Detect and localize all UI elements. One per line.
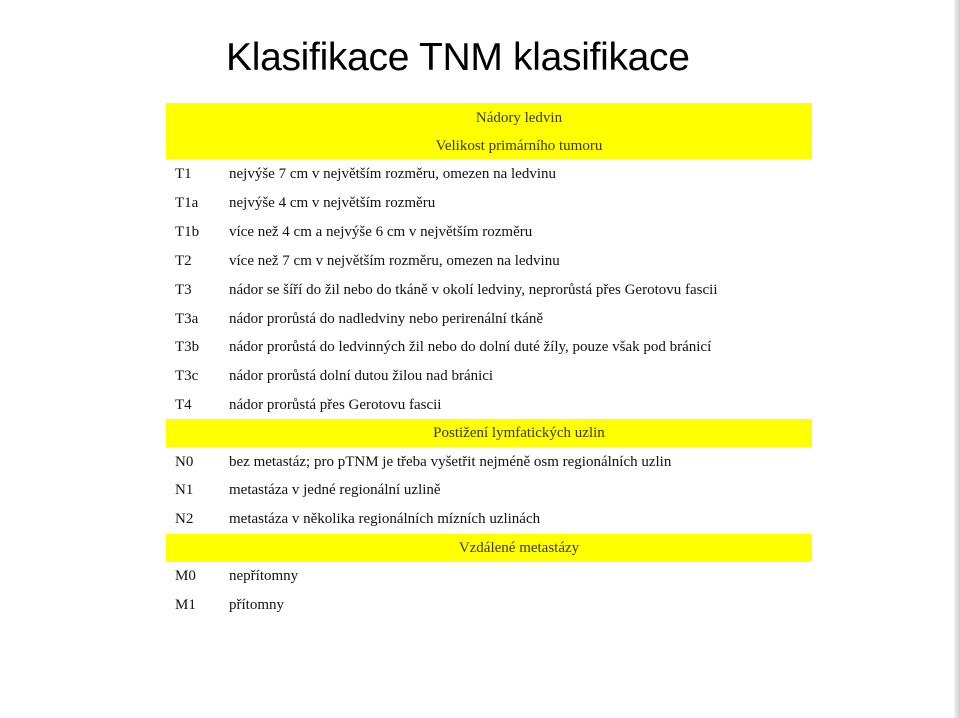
row-code: T3c bbox=[175, 368, 199, 384]
heading-primary-tumor-size: Velikost primárního tumoru bbox=[435, 138, 603, 154]
table-row-t1a bbox=[0, 196, 960, 225]
table-row-t1b bbox=[0, 225, 960, 254]
row-code: T4 bbox=[175, 397, 192, 413]
row-code: T3 bbox=[175, 282, 192, 298]
heading-lymph-nodes: Postižení lymfatických uzlin bbox=[433, 425, 605, 441]
table-row-t3a bbox=[0, 312, 960, 341]
row-description: nejvýše 4 cm v největším rozměru bbox=[229, 195, 436, 211]
row-code: T1 bbox=[175, 166, 192, 182]
row-code: T1a bbox=[175, 195, 199, 211]
table-row-m0 bbox=[0, 569, 960, 598]
row-description: více než 4 cm a nejvýše 6 cm v největším rozměru bbox=[229, 224, 533, 240]
row-code: N1 bbox=[175, 482, 194, 498]
row-code: T3b bbox=[175, 339, 200, 355]
row-code: N2 bbox=[175, 511, 194, 527]
row-code: T3a bbox=[175, 311, 199, 327]
row-code: M0 bbox=[175, 568, 196, 584]
row-description: nádor prorůstá do ledvinných žil nebo do dolní duté žíly, pouze však pod bránicí bbox=[229, 339, 712, 355]
table-row-n2 bbox=[0, 512, 960, 541]
table-row-m1 bbox=[0, 598, 960, 627]
row-description: nejvýše 7 cm v největším rozměru, omezen na ledvinu bbox=[229, 166, 556, 182]
slide-title: Klasifikace TNM klasifikace bbox=[226, 36, 690, 79]
table-row-t4 bbox=[0, 398, 960, 427]
table-row-t2 bbox=[0, 254, 960, 283]
row-code: N0 bbox=[175, 454, 194, 470]
row-description: nádor prorůstá přes Gerotovu fascii bbox=[229, 397, 442, 413]
row-description: přítomny bbox=[229, 597, 284, 613]
slide-edge-shadow bbox=[954, 0, 960, 718]
row-description: metastáza v několika regionálních mízních uzlinách bbox=[229, 511, 541, 527]
row-description: bez metastáz; pro pTNM je třeba vyšetřit nejméně osm regionálních uzlin bbox=[229, 454, 672, 470]
table-row-n0 bbox=[0, 455, 960, 484]
heading-kidney-tumors: Nádory ledvin bbox=[475, 110, 563, 126]
row-code: T1b bbox=[175, 224, 200, 240]
row-description: nepřítomny bbox=[229, 568, 299, 584]
row-description: nádor se šíří do žil nebo do tkáně v okolí ledviny, neprorůstá přes Gerotovu fascii bbox=[229, 282, 718, 298]
table-row-t3 bbox=[0, 283, 960, 312]
heading-distant-metastases: Vzdálené metastázy bbox=[458, 540, 580, 556]
table-row-n1 bbox=[0, 483, 960, 512]
row-description: nádor prorůstá do nadledviny nebo perirenální tkáně bbox=[229, 311, 544, 327]
table-row-t3b bbox=[0, 340, 960, 369]
row-description: více než 7 cm v největším rozměru, omezen na ledvinu bbox=[229, 253, 560, 269]
row-code: M1 bbox=[175, 597, 196, 613]
row-code: T2 bbox=[175, 253, 192, 269]
row-description: metastáza v jedné regionální uzlině bbox=[229, 482, 441, 498]
table-row-t3c bbox=[0, 369, 960, 398]
table-row-t1 bbox=[0, 167, 960, 196]
row-description: nádor prorůstá dolní dutou žilou nad bránici bbox=[229, 368, 494, 384]
